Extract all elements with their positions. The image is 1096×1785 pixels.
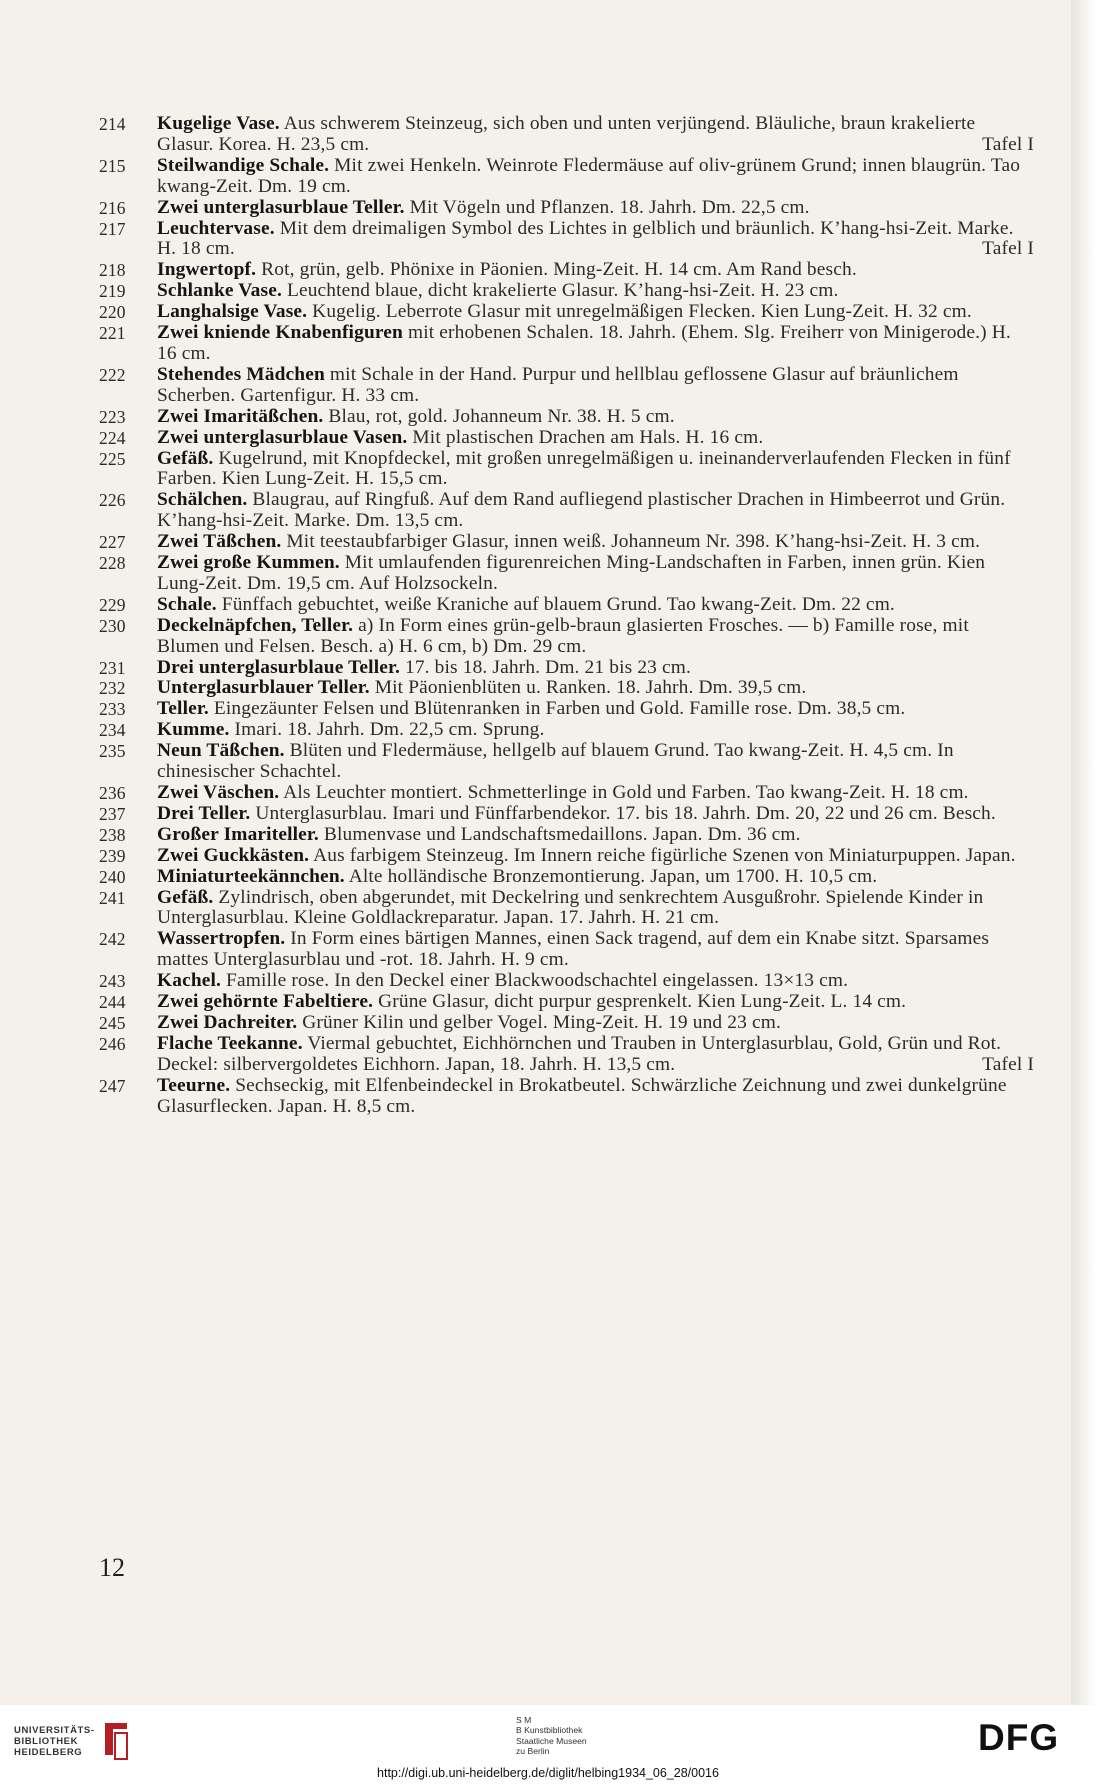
entry-number: 216 [99, 197, 126, 218]
entry-number: 237 [99, 803, 126, 824]
entry-number: 225 [99, 448, 126, 469]
entry-description: Kugelig. Leberrote Glasur mit unregelmäßigen Flecken. Kien Lung-Zeit. H. 32 cm. [307, 301, 972, 323]
entry-title: Wassertropfen. [157, 928, 286, 950]
entry-title: Zwei unterglasurblaue Teller. [157, 196, 405, 218]
source-url-link[interactable]: http://digi.ub.uni-heidelberg.de/diglit/helbing1934_06_28/0016 [377, 1766, 719, 1780]
entry-description: Mit Päonienblüten u. Ranken. 18. Jahrh. Dm. 39,5 cm. [369, 677, 807, 699]
entry-title: Stehendes Mädchen [157, 363, 325, 385]
entry-title: Zwei große Kummen. [157, 552, 340, 574]
catalog-entry [99, 156, 1034, 198]
catalog-entry [99, 1013, 1034, 1034]
entry-description: Blaugrau, auf Ringfuß. Auf dem Rand aufliegend plastischer Drachen in Himbeerrot und Grün. K’hang-hsi-Zeit. Marke. Dm. 13,5 cm. [157, 489, 1006, 532]
entry-number: 242 [99, 929, 126, 950]
entry-description: Imari. 18. Jahrh. Dm. 22,5 cm. Sprung. [229, 719, 545, 741]
entry-number: 231 [99, 657, 126, 678]
entry-description: 17. bis 18. Jahrh. Dm. 21 bis 23 cm. [399, 656, 691, 678]
entry-description: In Form eines bärtigen Mannes, einen Sack tragend, auf dem ein Knabe sitzt. Sparsames mattes Unterglasurblau und -rot. 18. Jahrh. H. 9 cm. [157, 928, 990, 971]
entry-number: 220 [99, 302, 126, 323]
entry-number: 236 [99, 783, 126, 803]
entry-description: Viermal gebuchtet, Eichhörnchen und Trauben in Unterglasurblau, Gold, Grün und Rot. Deckel: silbervergoldetes Eichhorn. Japan, 18. Jahrh. H. 13,5 cm. [157, 1032, 1002, 1075]
footer [0, 1705, 1096, 1785]
entry-plate-reference: Tafel I [982, 238, 1034, 260]
entry-title: Großer Imariteller. [157, 823, 319, 845]
entry-description: Mit zwei Henkeln. Weinrote Fledermäuse auf oliv-grünem Grund; innen blaugrün. Tao kwang-Zeit. Dm. 19 cm. [157, 154, 1021, 197]
entry-number: 219 [99, 281, 126, 302]
catalog-entry [99, 595, 1034, 616]
entry-description: Eingezäunter Felsen und Blütenranken in Farben und Gold. Famille rose. Dm. 38,5 cm. [208, 698, 906, 720]
catalog-entry [99, 929, 1034, 971]
catalog-entry [99, 553, 1034, 595]
entry-description: Zylindrisch, oben abgerundet, mit Deckelring und senkrechtem Ausgußrohr. Spielende Kinder in Unterglasurblau. Kleine Goldlackreparatur. Japan. 17. Jahrh. H. 21 cm. [157, 886, 984, 929]
entry-number: 244 [99, 992, 126, 1013]
entry-title: Unterglasurblauer Teller. [157, 677, 370, 699]
entry-title: Neun Täßchen. [157, 740, 285, 762]
entry-title: Teeurne. [157, 1074, 231, 1096]
catalog-entry [99, 867, 1034, 888]
catalog-entry [99, 114, 1034, 156]
catalog-entry [99, 783, 1034, 804]
entry-title: Ingwertopf. [157, 259, 257, 281]
sm-logo-line: B Kunstbibliothek [516, 1725, 583, 1736]
entry-number: 230 [99, 615, 126, 636]
catalog-entry [99, 658, 1034, 679]
catalog-entry [99, 281, 1034, 302]
entry-title: Schale. [157, 593, 217, 615]
entry-description: Grüner Kilin und gelber Vogel. Ming-Zeit. H. 19 und 23 cm. [297, 1011, 781, 1033]
entry-number: 245 [99, 1012, 126, 1033]
catalog-entry [99, 888, 1034, 930]
entry-number: 239 [99, 845, 126, 866]
entry-description: Leuchtend blaue, dicht krakelierte Glasur. K’hang-hsi-Zeit. H. 23 cm. [281, 280, 839, 302]
entry-description: Mit Vögeln und Pflanzen. 18. Jahrh. Dm. 22,5 cm. [404, 196, 810, 218]
entry-number: 235 [99, 741, 126, 762]
entry-number: 217 [99, 218, 126, 239]
catalog-entry [99, 992, 1034, 1013]
entry-title: Zwei Guckkästen. [157, 844, 310, 866]
entry-description: Kugelrund, mit Knopfdeckel, mit großen unregelmäßigen u. ineinanderverlaufenden Flecken in fünf Farben. Kien Lung-Zeit. H. 15,5 cm. [157, 447, 1011, 490]
entry-title: Zwei unterglasurblaue Vasen. [157, 426, 408, 448]
entry-title: Langhalsige Vase. [157, 301, 308, 323]
catalog-entry [99, 260, 1034, 281]
catalog-entry [99, 720, 1034, 741]
uni-logo-line: BIBLIOTHEK [14, 1735, 79, 1747]
entry-number: 214 [99, 114, 126, 134]
catalog-entry [99, 407, 1034, 428]
catalog-entry [99, 198, 1034, 219]
sm-logo-line: Staatliche Museen [516, 1735, 587, 1746]
entry-description: Grüne Glasur, dicht purpur gesprenkelt. Kien Lung-Zeit. L. 14 cm. [373, 991, 907, 1013]
entry-description: Blau, rot, gold. Johanneum Nr. 38. H. 5 cm. [323, 405, 675, 427]
entry-title: Zwei Täßchen. [157, 531, 282, 553]
catalog-entry [99, 219, 1034, 261]
catalog-entry [99, 741, 1034, 783]
catalog-entry [99, 804, 1034, 825]
entry-title: Teller. [157, 698, 209, 720]
uni-logo-line: HEIDELBERG [14, 1746, 83, 1758]
entry-number: 241 [99, 887, 126, 908]
entry-title: Zwei gehörnte Fabeltiere. [157, 991, 374, 1013]
catalog-entry [99, 490, 1034, 532]
entry-title: Gefäß. [157, 886, 214, 908]
entry-description: Blüten und Fledermäuse, hellgelb auf blauem Grund. Tao kwang-Zeit. H. 4,5 cm. In chinesischer Schachtel. [157, 740, 954, 783]
catalog-entry [99, 971, 1034, 992]
entry-description: Famille rose. In den Deckel einer Blackwoodschachtel eingelassen. 13×13 cm. [221, 970, 849, 992]
catalog-entry [99, 323, 1034, 365]
entry-plate-reference: Tafel I [982, 133, 1034, 155]
entry-description: Als Leuchter montiert. Schmetterlinge in Gold und Farben. Tao kwang-Zeit. H. 18 cm. [279, 782, 969, 803]
dfg-logo[interactable]: DFG [978, 1717, 1060, 1758]
entry-description: Sechseckig, mit Elfenbeindeckel in Brokatbeutel. Schwärzliche Zeichnung und zwei dunkelgrüne Glasurflecken. Japan. H. 8,5 cm. [157, 1074, 1007, 1117]
entry-number: 222 [99, 364, 126, 385]
entry-number: 229 [99, 594, 126, 615]
catalog-entry [99, 302, 1034, 323]
sm-logo-line: S M [516, 1715, 532, 1725]
entry-description: Rot, grün, gelb. Phönixe in Päonien. Ming-Zeit. H. 14 cm. Am Rand besch. [256, 259, 857, 281]
entry-title: Kumme. [157, 719, 230, 741]
entry-number: 246 [99, 1033, 126, 1054]
entry-title: Zwei Dachreiter. [157, 1011, 298, 1033]
entry-title: Kugelige Vase. [157, 113, 280, 134]
entry-title: Leuchtervase. [157, 217, 275, 239]
entry-description: Fünffach gebuchtet, weiße Kraniche auf blauem Grund. Tao kwang-Zeit. Dm. 22 cm. [216, 593, 895, 615]
entry-title: Schlanke Vase. [157, 280, 282, 302]
entry-number: 223 [99, 406, 126, 427]
entry-number: 238 [99, 824, 126, 845]
entry-number: 240 [99, 866, 126, 887]
catalog-entry [99, 699, 1034, 720]
entry-description: Mit teestaubfarbiger Glasur, innen weiß. Johanneum Nr. 398. K’hang-hsi-Zeit. H. 3 cm. [281, 531, 981, 553]
entry-title: Zwei kniende Knabenfiguren [157, 322, 403, 344]
entry-title: Flache Teekanne. [157, 1032, 303, 1054]
entry-number: 224 [99, 427, 126, 448]
entry-number: 227 [99, 532, 126, 553]
entry-description: Alte holländische Bronzemontierung. Japan, um 1700. H. 10,5 cm. [344, 865, 878, 887]
catalog-entry [99, 825, 1034, 846]
entry-number: 243 [99, 971, 126, 992]
entry-title: Schälchen. [157, 489, 248, 511]
university-library-logo[interactable] [14, 1721, 131, 1761]
catalog-entry [99, 428, 1034, 449]
catalog-entry [99, 532, 1034, 553]
entry-number: 226 [99, 490, 126, 511]
entry-number: 221 [99, 323, 126, 344]
entry-description: mit erhobenen Schalen. 18. Jahrh. (Ehem. Slg. Freiherr von Minigerode.) H. 16 cm. [157, 322, 1011, 364]
entry-number: 232 [99, 678, 126, 699]
catalog-entry [99, 616, 1034, 658]
entry-number: 233 [99, 699, 126, 720]
entry-title: Deckelnäpfchen, Teller. [157, 614, 354, 636]
staatliche-museen-logo[interactable] [516, 1715, 587, 1757]
catalog-entry [99, 846, 1034, 867]
catalog-entry [99, 365, 1034, 407]
entry-title: Drei Teller. [157, 802, 251, 824]
entry-number: 218 [99, 260, 126, 281]
entry-number: 228 [99, 553, 126, 574]
catalog-entries [99, 114, 1034, 1118]
catalog-entry [99, 678, 1034, 699]
catalog-entry [99, 1076, 1034, 1118]
entry-title: Drei unterglasurblaue Teller. [157, 656, 400, 678]
entry-title: Zwei Imaritäßchen. [157, 405, 324, 427]
entry-description: Aus farbigem Steinzeug. Im Innern reiche figürliche Szenen von Miniaturpuppen. Japan. [309, 844, 1016, 866]
entry-description: Mit umlaufenden figurenreichen Ming-Landschaften in Farben, innen grün. Kien Lung-Zeit. Dm. 19,5 cm. Auf Holzsockeln. [157, 552, 986, 594]
scan-edge [1071, 0, 1096, 1705]
heidelberg-emblem-icon [101, 1721, 131, 1761]
uni-logo-line: UNIVERSITÄTS- [14, 1724, 95, 1736]
entry-description: Aus schwerem Steinzeug, sich oben und unten verjüngend. Bläuliche, braun krakelierte Glasur. Korea. H. 23,5 cm. [157, 113, 976, 155]
entry-description: Blumenvase und Landschaftsmedaillons. Japan. Dm. 36 cm. [318, 823, 801, 845]
entry-plate-reference: Tafel I [982, 1053, 1034, 1075]
page-number: 12 [99, 1553, 125, 1582]
entry-description: a) In Form eines grün-gelb-braun glasierten Frosches. — b) Famille rose, mit Blumen und Felsen. Besch. a) H. 6 cm, b) Dm. 29 cm. [157, 614, 969, 657]
entry-title: Miniaturteekännchen. [157, 865, 345, 887]
entry-title: Kachel. [157, 970, 222, 992]
entry-title: Steilwandige Schale. [157, 154, 330, 176]
sm-logo-line: zu Berlin [516, 1746, 550, 1757]
catalog-entry [99, 449, 1034, 491]
entry-number: 215 [99, 155, 126, 176]
entry-title: Gefäß. [157, 447, 214, 469]
entry-description: Unterglasurblau. Imari und Fünffarbendekor. 17. bis 18. Jahrh. Dm. 20, 22 und 26 cm. Besch. [250, 802, 996, 824]
entry-description: Mit plastischen Drachen am Hals. H. 16 cm. [407, 426, 764, 448]
entry-description: Mit dem dreimaligen Symbol des Lichtes in gelblich und bräunlich. K’hang-hsi-Zeit. Marke. H. 18 cm. [157, 217, 1014, 260]
entry-title: Zwei Väschen. [157, 782, 280, 803]
entry-number: 247 [99, 1075, 126, 1096]
catalog-entry [99, 1034, 1034, 1076]
entry-number: 234 [99, 720, 126, 741]
entry-description: mit Schale in der Hand. Purpur und hellblau geflossene Glasur auf bräunlichem Scherben. Gartenfigur. H. 33 cm. [157, 363, 959, 406]
